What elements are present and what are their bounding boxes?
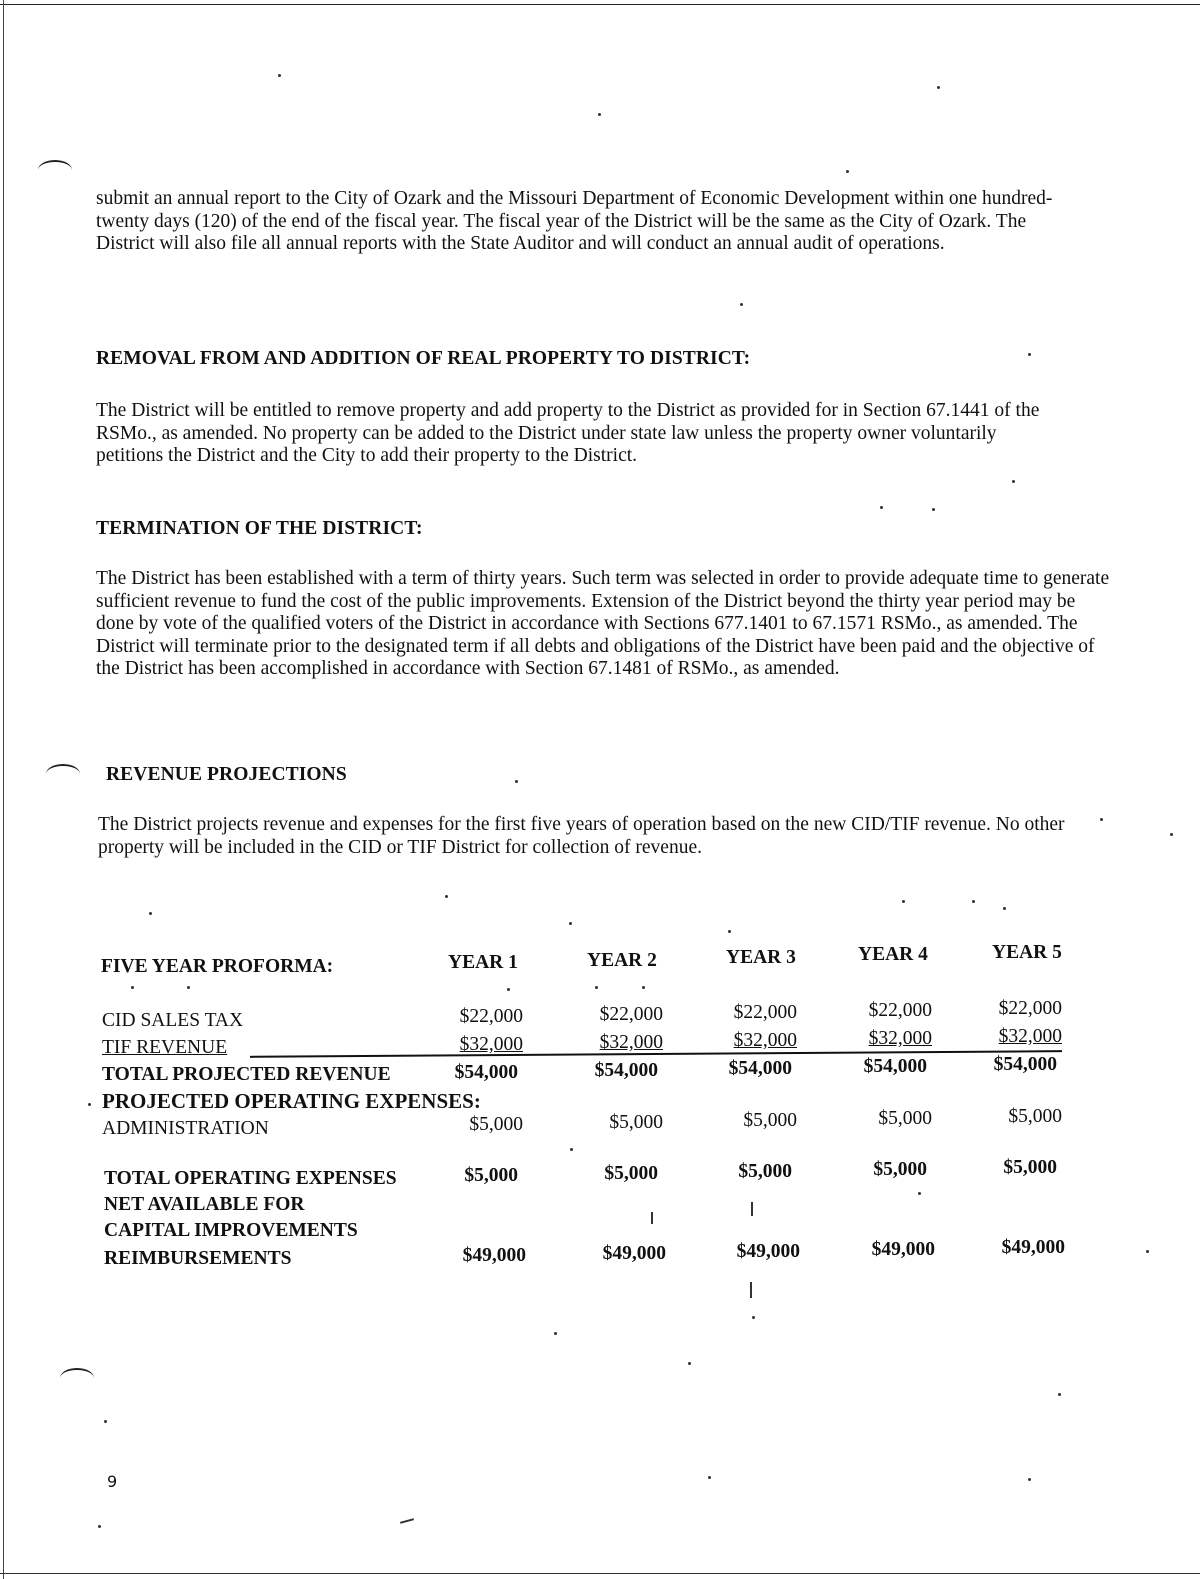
scan-speck bbox=[750, 1282, 752, 1298]
cell-value: $32,000 bbox=[868, 1028, 932, 1049]
scan-edge-left bbox=[3, 0, 4, 1579]
revenue-projections-paragraph: The District projects revenue and expenses for the first five years of operation based on the new CID/TIF revenue. No other property will be included in the CID or TIF District for collection of revenue. bbox=[98, 814, 1065, 858]
cell-value: $49,000 bbox=[736, 1241, 800, 1262]
cell-value: $54,000 bbox=[993, 1054, 1057, 1075]
scan-mark bbox=[60, 1368, 94, 1388]
cell-value: $5,000 bbox=[743, 1110, 797, 1131]
scan-speck bbox=[932, 508, 935, 511]
scan-speck bbox=[688, 1362, 691, 1365]
scan-speck bbox=[445, 895, 448, 898]
termination-heading: TERMINATION OF THE DISTRICT: bbox=[96, 518, 423, 539]
cell-value: $49,000 bbox=[1001, 1237, 1065, 1258]
cell-value: $5,000 bbox=[609, 1112, 663, 1133]
scan-speck bbox=[570, 1148, 573, 1151]
scan-speck bbox=[1028, 1478, 1031, 1481]
scan-speck bbox=[569, 922, 572, 925]
cell-value: $5,000 bbox=[469, 1114, 523, 1135]
cell-value: $32,000 bbox=[733, 1030, 797, 1051]
scan-speck bbox=[278, 74, 281, 77]
scan-speck bbox=[918, 1192, 921, 1195]
removal-heading: REMOVAL FROM AND ADDITION OF REAL PROPERTY TO DISTRICT: bbox=[96, 348, 751, 369]
scan-speck bbox=[554, 1332, 557, 1335]
row-label: CAPITAL IMPROVEMENTS bbox=[104, 1220, 358, 1241]
scan-speck bbox=[1012, 480, 1015, 483]
scan-speck bbox=[1146, 1250, 1149, 1253]
scan-speck bbox=[515, 780, 518, 783]
page-number: 9 bbox=[107, 1472, 118, 1491]
scan-speck bbox=[507, 988, 510, 991]
scan-mark bbox=[38, 160, 72, 180]
scan-speck bbox=[88, 1103, 91, 1106]
scan-speck bbox=[740, 303, 743, 306]
row-label: TOTAL PROJECTED REVENUE bbox=[102, 1064, 391, 1085]
scan-speck bbox=[595, 986, 598, 989]
scan-speck bbox=[902, 900, 905, 903]
row-label: TOTAL OPERATING EXPENSES bbox=[104, 1168, 397, 1189]
scan-speck bbox=[400, 1518, 414, 1524]
scan-speck bbox=[104, 1420, 107, 1423]
cell-value: $49,000 bbox=[871, 1239, 935, 1260]
cell-value: $5,000 bbox=[873, 1159, 927, 1180]
cell-value: $5,000 bbox=[1003, 1157, 1057, 1178]
scan-speck bbox=[880, 506, 883, 509]
removal-paragraph: The District will be entitled to remove property and add property to the District as provided for in Section 67.1441 of the RSMo., as amended. No property can be added to the District under state law unless the property owner voluntarily petitions the District and the City to add their property to the District. bbox=[96, 400, 1040, 466]
scan-speck bbox=[598, 113, 601, 116]
scan-speck bbox=[1100, 818, 1103, 821]
scan-speck bbox=[728, 930, 731, 933]
revenue-projections-heading: REVENUE PROJECTIONS bbox=[106, 764, 347, 785]
cell-value: $22,000 bbox=[459, 1006, 523, 1027]
scan-speck bbox=[131, 986, 134, 989]
scan-speck bbox=[1058, 1393, 1061, 1396]
termination-paragraph: The District has been established with a term of thirty years. Such term was selected in order to provide adequate time to generate sufficient revenue to fund the cost of the public improvements. Extension of the District beyond the thirty year period may be done by vote of the qualified voters of the District in accordance with Sections 677.1401 to 67.1571 RSMo., as amended. The District will terminate prior to the designated term if all debts and obligations of the District have been paid and the objective of the District has been accomplished in accordance with Section 67.1481 of RSMo., as amended. bbox=[96, 568, 1110, 679]
scan-edge-top bbox=[0, 4, 1200, 5]
scan-speck bbox=[1170, 833, 1173, 836]
cell-value: $54,000 bbox=[728, 1058, 792, 1079]
scan-speck bbox=[937, 86, 940, 89]
cell-value: $5,000 bbox=[1008, 1106, 1062, 1127]
cell-value: $22,000 bbox=[733, 1002, 797, 1023]
cell-value: $54,000 bbox=[863, 1056, 927, 1077]
row-label: PROJECTED OPERATING EXPENSES: bbox=[102, 1089, 481, 1113]
scan-speck bbox=[149, 912, 152, 915]
scan-speck bbox=[98, 1525, 101, 1528]
row-label: REIMBURSEMENTS bbox=[104, 1248, 292, 1269]
cell-value: $22,000 bbox=[599, 1004, 663, 1025]
scan-speck bbox=[846, 170, 849, 173]
scan-mark bbox=[46, 764, 80, 784]
row-label: CID SALES TAX bbox=[102, 1010, 244, 1031]
year-header: YEAR 4 bbox=[858, 944, 928, 965]
scan-edge-bottom bbox=[0, 1573, 1200, 1574]
year-header: YEAR 2 bbox=[587, 950, 657, 971]
cell-value: $32,000 bbox=[998, 1026, 1062, 1047]
annual-report-paragraph: submit an annual report to the City of Ozark and the Missouri Department of Economic Development within one hundred-twenty days (120) of the end of the fiscal year. The fiscal year of the District will be the same as the City of Ozark. The District will also file all annual reports with the State Auditor and will conduct an annual audit of operations. bbox=[96, 188, 1053, 254]
proforma-title: FIVE YEAR PROFORMA: bbox=[101, 956, 334, 977]
scan-speck bbox=[1028, 353, 1031, 356]
scan-speck bbox=[752, 1316, 755, 1319]
scan-speck bbox=[642, 986, 645, 989]
cell-value: $22,000 bbox=[998, 998, 1062, 1019]
cell-value: $32,000 bbox=[459, 1034, 523, 1055]
cell-value: $49,000 bbox=[602, 1243, 666, 1264]
row-label: ADMINISTRATION bbox=[102, 1118, 269, 1139]
scan-speck bbox=[708, 1476, 711, 1479]
cell-value: $5,000 bbox=[738, 1161, 792, 1182]
cell-value: $22,000 bbox=[868, 1000, 932, 1021]
scan-speck bbox=[1003, 907, 1006, 910]
scan-speck bbox=[751, 1202, 753, 1216]
year-header: YEAR 3 bbox=[726, 947, 796, 968]
cell-value: $54,000 bbox=[594, 1060, 658, 1081]
year-header: YEAR 1 bbox=[448, 952, 518, 973]
cell-value: $32,000 bbox=[599, 1032, 663, 1053]
cell-value: $54,000 bbox=[454, 1062, 518, 1083]
cell-value: $5,000 bbox=[464, 1165, 518, 1186]
cell-value: $5,000 bbox=[878, 1108, 932, 1129]
row-label: TIF REVENUE bbox=[102, 1037, 228, 1058]
cell-value: $49,000 bbox=[462, 1245, 526, 1266]
scan-speck bbox=[972, 900, 975, 903]
scan-speck bbox=[187, 986, 190, 989]
row-label: NET AVAILABLE FOR bbox=[104, 1194, 305, 1215]
scan-speck bbox=[651, 1212, 653, 1224]
year-header: YEAR 5 bbox=[992, 942, 1062, 963]
cell-value: $5,000 bbox=[604, 1163, 658, 1184]
